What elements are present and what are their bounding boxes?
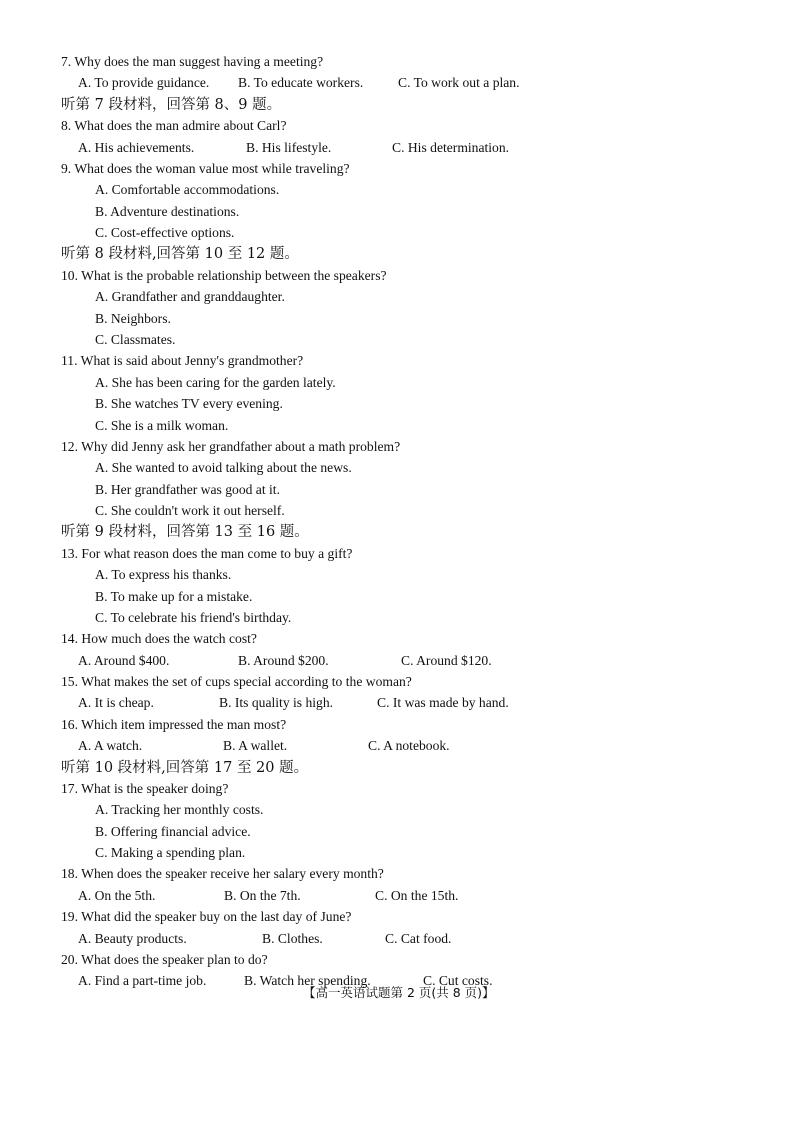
answer-option: C. She is a milk woman.: [95, 417, 229, 433]
section-instruction: 听第 7 段材料，回答第 8、9 题。: [61, 96, 282, 113]
answer-option: B. Watch her spending.: [244, 973, 371, 989]
answer-option: A. Grandfather and granddaughter.: [95, 289, 285, 305]
question-text: 10. What is the probable relationship between the speakers?: [61, 267, 387, 283]
answer-option: A. Around $400.: [78, 652, 170, 668]
answer-option: C. She couldn't work it out herself.: [95, 503, 285, 518]
question-text: 9. What does the woman value most while traveling?: [61, 160, 350, 176]
answer-option: C. Around $120.: [401, 652, 492, 668]
answer-option: C. His determination.: [392, 139, 510, 155]
question-text: 12. Why did Jenny ask her grandfather about a math problem?: [61, 438, 401, 454]
answer-option: B. To educate workers.: [238, 75, 364, 91]
question-text: 11. What is said about Jenny's grandmother?: [61, 353, 304, 369]
page-footer: 【高一英语试题第 2 页(共 8 页)】: [303, 985, 495, 1000]
question-text: 19. What did the speaker buy on the last day of June?: [61, 909, 352, 925]
answer-option: C. A notebook.: [368, 738, 450, 754]
answer-option: A. On the 5th.: [78, 887, 156, 903]
answer-option: B. Around $200.: [238, 652, 329, 668]
answer-option: A. It is cheap.: [78, 695, 154, 711]
answer-option: C. Making a spending plan.: [95, 845, 246, 861]
section-instruction: 听第 8 段材料,回答第 10 至 12 题。: [61, 246, 299, 263]
question-text: 14. How much does the watch cost?: [61, 631, 257, 647]
question-text: 20. What does the speaker plan to do?: [61, 952, 268, 967]
section-instruction: 听第 10 段材料,回答第 17 至 20 题。: [61, 759, 309, 776]
answer-option: B. Its quality is high.: [219, 695, 334, 711]
question-text: 7. Why does the man suggest having a meeting?: [61, 54, 324, 69]
answer-option: C. Classmates.: [95, 331, 176, 347]
answer-option: C. Cut costs.: [423, 973, 493, 989]
answer-option: B. Clothes.: [262, 930, 323, 946]
section-instruction: 听第 9 段材料，回答第 13 至 16 题。: [61, 524, 309, 541]
question-text: 17. What is the speaker doing?: [61, 780, 229, 796]
answer-option: C. It was made by hand.: [377, 695, 509, 711]
answer-option: B. Adventure destinations.: [95, 203, 240, 219]
answer-option: A. To express his thanks.: [95, 567, 232, 583]
answer-option: C. To work out a plan.: [398, 75, 520, 91]
answer-option: A. Beauty products.: [78, 930, 187, 946]
answer-option: A. She has been caring for the garden lately.: [95, 374, 336, 390]
answer-option: A. His achievements.: [78, 139, 195, 155]
answer-option: A. A watch.: [78, 738, 143, 754]
answer-option: A. She wanted to avoid talking about the news.: [95, 460, 352, 476]
answer-option: B. His lifestyle.: [246, 139, 332, 155]
answer-option: B. Her grandfather was good at it.: [95, 481, 280, 497]
answer-option: B. On the 7th.: [224, 887, 301, 903]
question-text: 16. Which item impressed the man most?: [61, 716, 287, 732]
answer-option: B. To make up for a mistake.: [95, 588, 253, 604]
answer-option: C. Cat food.: [385, 930, 452, 946]
question-text: 13. For what reason does the man come to buy a gift?: [61, 545, 353, 561]
answer-option: B. A wallet.: [223, 738, 288, 754]
question-text: 18. When does the speaker receive her salary every month?: [61, 866, 384, 882]
answer-option: A. Tracking her monthly costs.: [95, 802, 264, 818]
answer-option: A. To provide guidance.: [78, 75, 210, 91]
answer-option: C. To celebrate his friend's birthday.: [95, 609, 292, 625]
answer-option: B. She watches TV every evening.: [95, 396, 283, 412]
answer-option: C. Cost-effective options.: [95, 225, 235, 240]
answer-option: B. Neighbors.: [95, 310, 171, 326]
question-text: 15. What makes the set of cups special according to the woman?: [61, 674, 412, 689]
answer-option: B. Offering financial advice.: [95, 823, 251, 839]
answer-option: A. Comfortable accommodations.: [95, 182, 280, 198]
answer-option: C. On the 15th.: [375, 887, 459, 903]
question-text: 8. What does the man admire about Carl?: [61, 118, 287, 134]
answer-option: A. Find a part-time job.: [78, 973, 207, 989]
